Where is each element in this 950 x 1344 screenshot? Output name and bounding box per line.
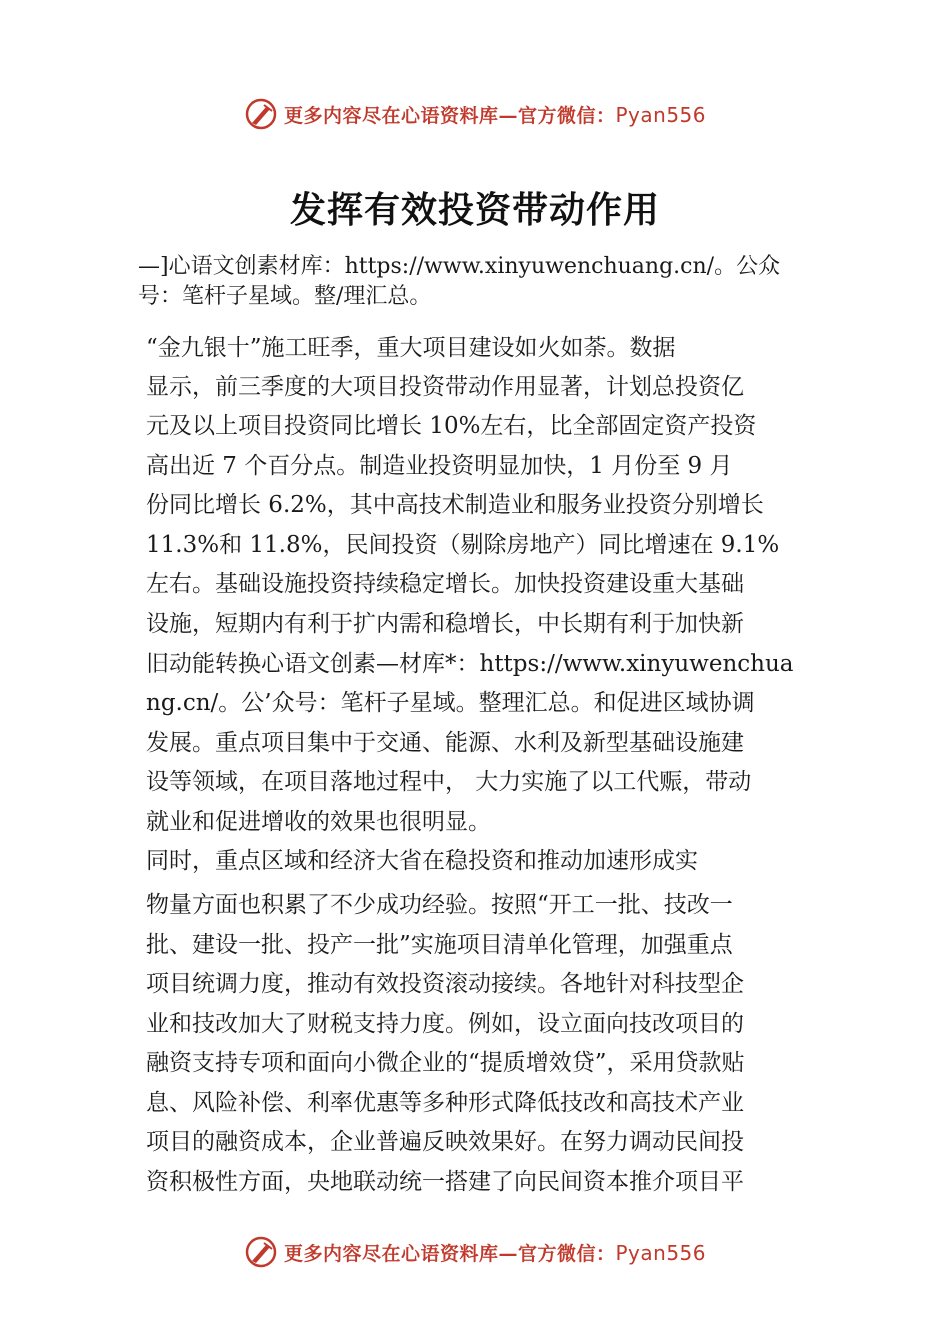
paragraph-line: 设施，短期内有利于扩内需和稳增长，中长期有利于加快新 (146, 611, 744, 637)
paragraph-line: ng.cn/。公’众号：笔杆子星域。整理汇总。和促进区域协调 (146, 690, 755, 716)
paragraph-line: 业和技改加大了财税支持力度。例如，设立面向技改项目的 (146, 1011, 744, 1037)
paragraph-line: 11.3%和 11.8%，民间投资（剔除房地产）同比增速在 9.1% (146, 532, 780, 558)
paragraph-line: 资积极性方面，央地联动统一搭建了向民间资本推介项目平 (146, 1169, 744, 1195)
paragraph-line: 物量方面也积累了不少成功经验。按照“开工一批、技改一 (146, 892, 733, 918)
paragraph-line: 份同比增长 6.2%，其中高技术制造业和服务业投资分别增长 (146, 492, 764, 518)
header-watermark-banner (0, 94, 950, 134)
paragraph-line: 就业和促进增收的效果也很明显。 (146, 809, 491, 835)
banner-text: 更多内容尽在心语资料库—官方微信：Pyan556 (283, 102, 707, 127)
paragraph-line: 息、风险补偿、利率优惠等多种形式降低技改和高技术产业 (146, 1090, 744, 1116)
source-line: —]心语文创素材库：https://www.xinyuwenchuang.cn/。公众 (138, 254, 781, 279)
paragraph-line: 项目的融资成本，企业普遍反映效果好。在努力调动民间投 (146, 1129, 744, 1155)
document-title: 发挥有效投资带动作用 (289, 189, 660, 231)
paragraph-line: 旧动能转换心语文创素—材库*：https://www.xinyuwenchua (146, 651, 794, 677)
paragraph-line: 左右。基础设施投资持续稳定增长。加快投资建设重大基础 (146, 571, 744, 597)
pen-logo-icon (244, 1235, 278, 1269)
source-line: 号：笔杆子星域。整/理汇总。 (138, 284, 432, 309)
footer-watermark-banner (0, 1232, 950, 1272)
paragraph-line: “金九银十”施工旺季，重大项目建设如火如荼。数据 (146, 335, 676, 361)
banner-text: 更多内容尽在心语资料库—官方微信：Pyan556 (283, 1240, 707, 1265)
paragraph-line: 发展。重点项目集中于交通、能源、水利及新型基础设施建 (146, 730, 744, 756)
paragraph-line: 项目统调力度，推动有效投资滚动接续。各地针对科技型企 (146, 971, 744, 997)
wechat-id: Pyan556 (615, 1240, 707, 1265)
paragraph-line: 批、建设一批、投产一批”实施项目清单化管理，加强重点 (146, 932, 733, 958)
paragraph-line: 融资支持专项和面向小微企业的“提质增效贷”，采用贷款贴 (146, 1050, 745, 1076)
pen-logo-icon (244, 97, 278, 131)
wechat-id: Pyan556 (615, 102, 707, 127)
paragraph-line: 高出近 7 个百分点。制造业投资明显加快，1 月份至 9 月 (146, 453, 733, 479)
paragraph-line: 设等领域，在项目落地过程中， 大力实施了以工代赈，带动 (146, 769, 752, 795)
paragraph-line: 同时，重点区域和经济大省在稳投资和推动加速形成实 (146, 848, 698, 874)
paragraph-line: 元及以上项目投资同比增长 10%左右，比全部固定资产投资 (146, 413, 757, 439)
paragraph-line: 显示，前三季度的大项目投资带动作用显著，计划总投资亿 (146, 374, 744, 400)
